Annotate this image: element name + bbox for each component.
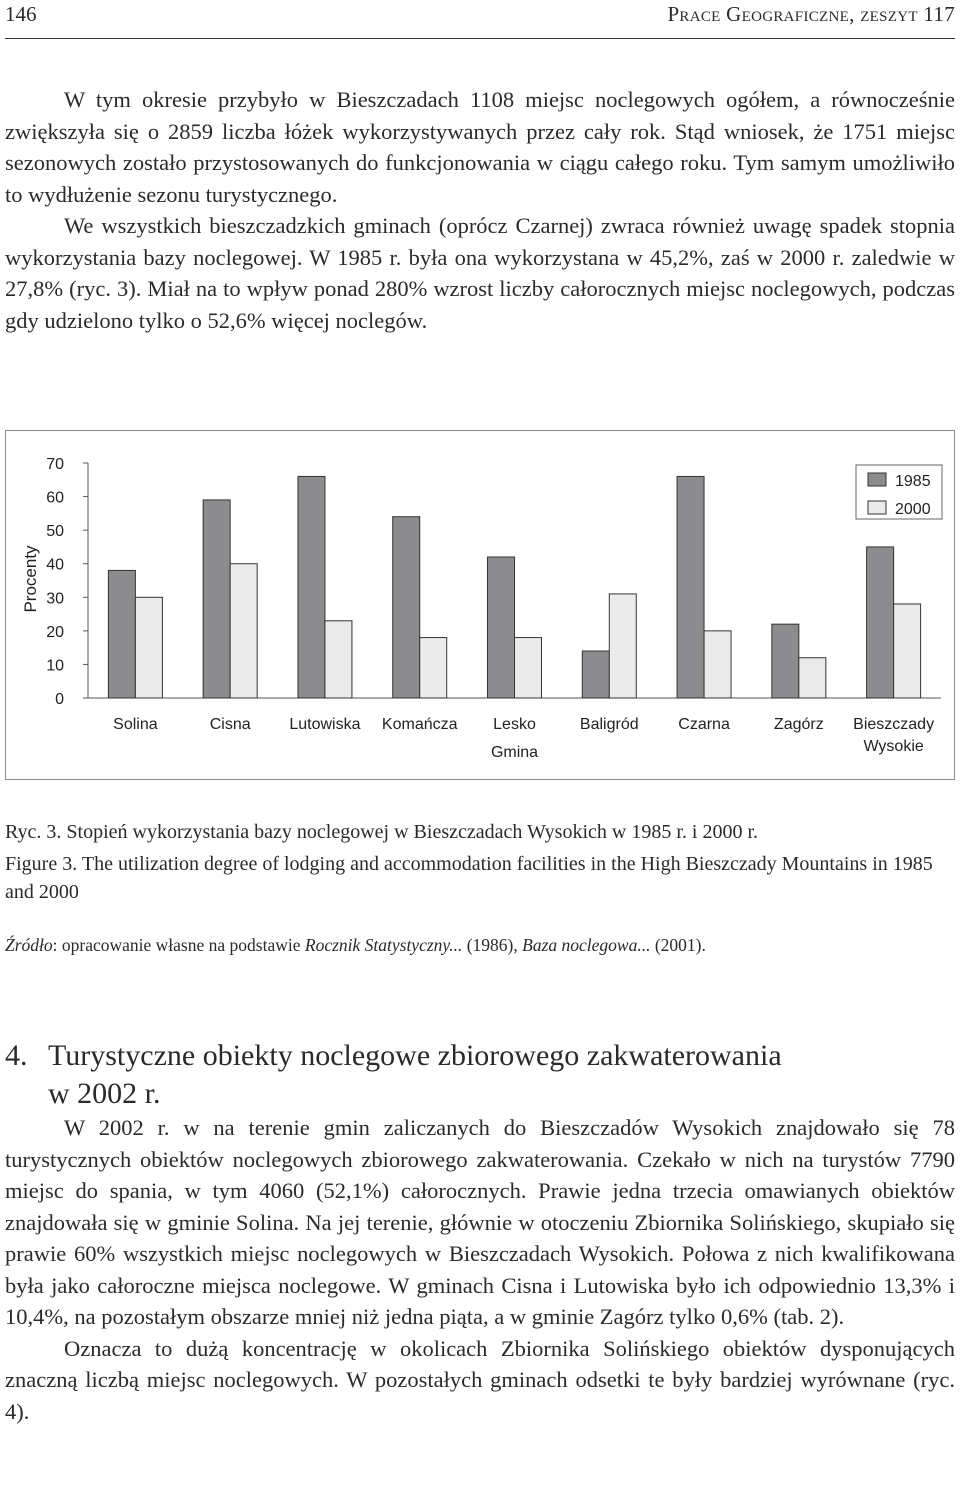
bar-1985 (582, 651, 609, 698)
source-work-1: Rocznik Statystyczny... (304, 935, 463, 955)
figure-caption (5, 818, 955, 906)
legend-swatch-2000 (868, 501, 886, 514)
bar-2000 (799, 658, 826, 698)
caption-polish: Ryc. 3. Stopień wykorzystania bazy noclegowej w Bieszczadach Wysokich w 1985 r. i 2000 r. (5, 821, 759, 843)
x-category-label: Zagórz (773, 716, 824, 733)
body-paragraph-1: W 2002 r. w na terenie gmin zaliczanych do Bieszczadów Wysokich znajdowało się 78 turystycznych obiektów noclegowych zbiorowego zakwaterowania. Czekało w nich na turystów 7790 miejsc do spania, w tym 4060 (52,1%) całorocznych. Prawie jedna trzecia omawianych obiektów znajdowała się w gminie Solina. Na jej terenie, głównie w otoczeniu Zbiornika Solińskiego, skupiało się prawie 60% wszystkich miejsc noclegowych w Bieszczadach Wysokich. Połowa z nich kwalifikowana była jako całoroczne miejsca noclegowe. W gminach Cisna i Lutowiska było ich odpowiednio 13,3% i 10,4%, na pozostałym obszarze mniej niż jedna piąta, a w gminie Zagórz tylko 0,6% (tab. 2). (5, 1115, 955, 1329)
x-axis-title: Gmina (490, 744, 539, 761)
x-category-label: Czarna (678, 716, 730, 733)
x-category-label: Lutowiska (289, 716, 361, 733)
source-label: Źródło (5, 935, 53, 955)
y-tick-label: 60 (46, 489, 64, 507)
source-work-2: Baza noclegowa... (522, 935, 651, 955)
bar-2000 (135, 597, 162, 698)
bar-2000 (230, 564, 257, 698)
x-category-label: Cisna (209, 716, 251, 733)
bar-1985 (393, 517, 420, 698)
source-text-1: : opracowanie własne na podstawie (52, 935, 305, 955)
body-text (5, 1112, 955, 1427)
intro-paragraph-2: We wszystkich bieszczadzkich gminach (oprócz Czarnej) zwraca również uwagę spadek stopnia wykorzystania bazy noclegowej. W 1985 r. była ona wykorzystana w 45,2%, zaś w 2000 r. zaledwie w 27,8% (ryc. 3). Miał na to wpływ ponad 280% wzrost liczby całorocznych miejsc noclegowych, podczas gdy udzielono tylko o 52,6% więcej noclegów. (5, 213, 955, 333)
intro-text (5, 84, 955, 336)
x-category-label: Solina (113, 716, 158, 733)
bar-1985 (867, 547, 894, 698)
bar-2000 (894, 604, 921, 698)
section-number: 4. (5, 1038, 28, 1072)
bar-2000 (325, 621, 352, 698)
y-tick-label: 0 (55, 691, 64, 708)
section-title-line-1: Turystyczne obiekty noclegowe zbiorowego zakwaterowania (48, 1038, 782, 1072)
bar-1985 (203, 500, 230, 698)
y-tick-label: 50 (46, 523, 64, 541)
x-category-label: Bieszczady (853, 716, 935, 733)
figure-source (5, 932, 955, 958)
y-tick-label: 20 (46, 623, 64, 641)
page-number: 146 (5, 2, 37, 26)
running-title: Prace Geograficzne, zeszyt 117 (667, 2, 955, 26)
legend-swatch-1985 (868, 473, 886, 486)
legend-label-2000: 2000 (895, 501, 931, 518)
legend-label-1985: 1985 (895, 473, 931, 490)
header-rule (5, 38, 955, 39)
bar-2000 (515, 638, 542, 698)
source-text-2: (1986), (462, 935, 523, 955)
intro-paragraph-1: W tym okresie przybyło w Bieszczadach 1108 miejsc noclegowych ogółem, a równocześnie zwiększyła się o 2859 liczba łóżek wykorzystywanych przez cały rok. Stąd wniosek, że 1751 miejsc sezonowych zostało przystosowanych do funkcjonowania w ciągu całego roku. Tym samym umożliwiło to wydłużenie sezonu turystycznego. (5, 87, 955, 207)
bar-1985 (488, 557, 515, 698)
bar-1985 (108, 570, 135, 698)
y-tick-label: 10 (46, 657, 64, 675)
y-axis-title: Procenty (21, 545, 40, 613)
source-text-3: (2001). (650, 935, 706, 955)
x-category-label: Wysokie (863, 738, 924, 755)
y-tick-label: 70 (46, 456, 64, 473)
x-category-label: Baligród (579, 716, 639, 733)
body-paragraph-2: Oznacza to dużą koncentrację w okolicach Zbiornika Solińskiego obiektów dysponujących znaczną liczbą miejsc noclegowych. W pozostałych gminach odsetki te były bardziej wyrównane (ryc. 4). (5, 1335, 955, 1424)
bar-2000 (420, 638, 447, 698)
bar-2000 (609, 594, 636, 698)
section-heading (5, 1037, 955, 1113)
bar-2000 (704, 631, 731, 698)
x-category-label: Lesko (493, 716, 536, 733)
page-header (5, 2, 955, 32)
section-title-line-2: w 2002 r. (48, 1076, 161, 1110)
bar-1985 (772, 624, 799, 698)
y-tick-label: 40 (46, 556, 64, 574)
bar-chart (6, 431, 954, 779)
bar-1985 (677, 476, 704, 698)
caption-english: Figure 3. The utilization degree of lodging and accommodation facilities in the High Bieszczady Mountains in 1985 and 2000 (5, 853, 933, 903)
figure-3-chart (5, 430, 955, 780)
bar-1985 (298, 476, 325, 698)
x-category-label: Komańcza (381, 716, 458, 733)
y-tick-label: 30 (46, 590, 64, 608)
